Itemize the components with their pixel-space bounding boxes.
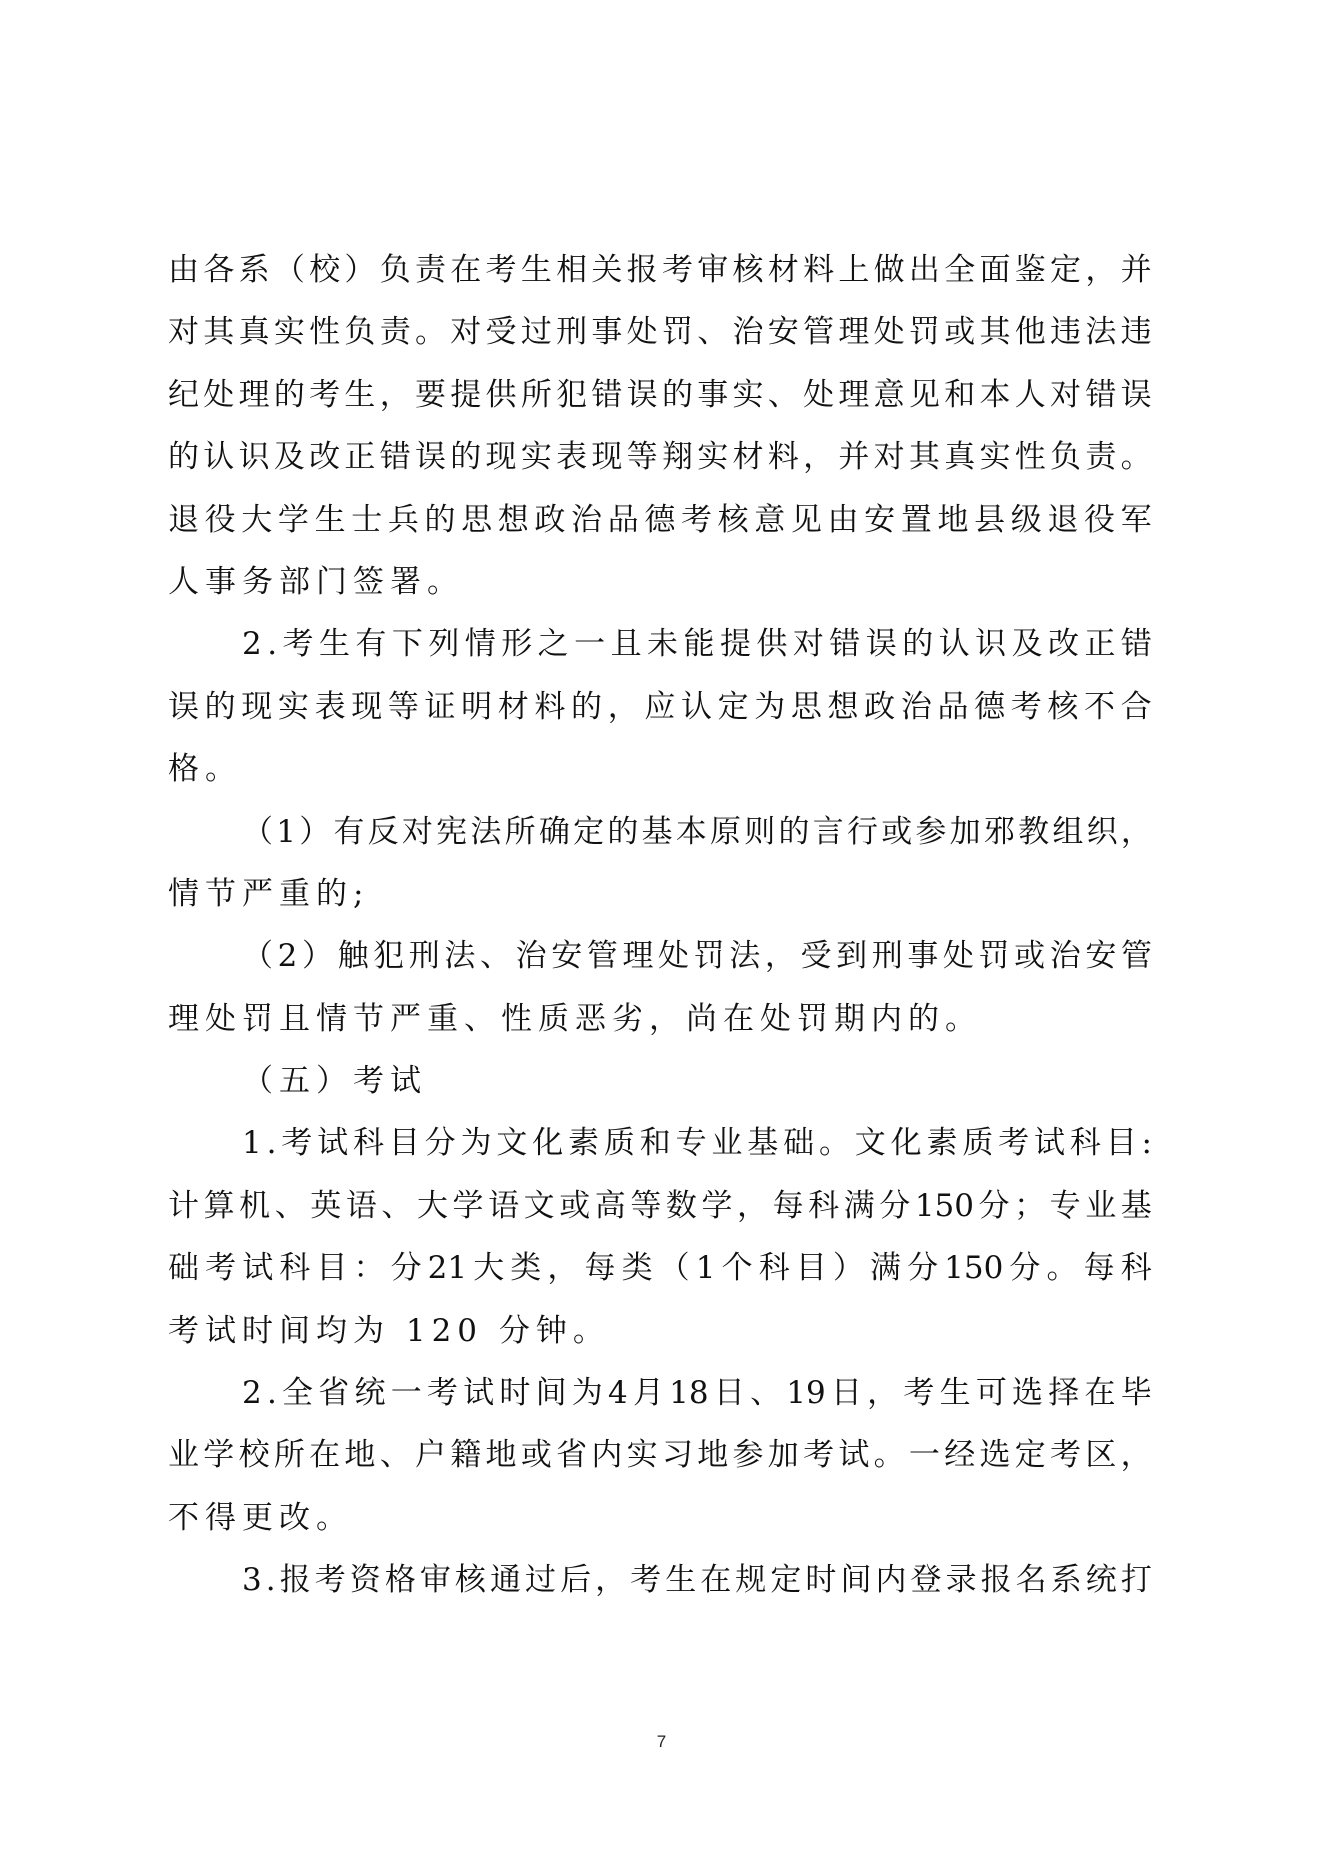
text-line: （ 2 ） 触 犯 刑 法 、 治 安 管 理 处 罚 法 ， 受 到 刑 事 处 罚 或 治 安 管	[242, 938, 1152, 975]
text-line: 情节严重的;	[168, 875, 370, 912]
text-line: 对 其 真 实 性 负 责 。 对 受 过 刑 事 处 罚 、 治 安 管 理 处 罚 或 其 他 违 法 违	[168, 314, 1152, 351]
text-line: 考试时间均为 120 分钟。	[168, 1312, 610, 1349]
body-text	[168, 239, 1152, 1612]
text-line: 计 算 机 、 英 语 、 大 学 语 文 或 高 等 数 学 ， 每 科 满 分 150 分 ； 专 业 基	[168, 1187, 1152, 1224]
text-line: 2 . 全 省 统 一 考 试 时 间 为 4 月 18 日 、 19 日 ， 考 生 可 选 择 在 毕	[242, 1375, 1152, 1412]
text-line: 不得更改。	[168, 1499, 353, 1536]
text-line: 理处罚且情节严重、性质恶劣，尚在处罚期内的。	[168, 1000, 982, 1037]
text-line: 人事务部门签署。	[168, 563, 464, 600]
text-line: （ 1 ） 有 反 对 宪 法 所 确 定 的 基 本 原 则 的 言 行 或 参 加 邪 教 组 织 ，	[242, 813, 1152, 850]
text-line: 础 考 试 科 目 ： 分 21 大 类 ， 每 类 （ 1 个 科 目 ） 满 分 150 分 。 每 科	[168, 1250, 1152, 1287]
page-number: 7	[656, 1732, 667, 1751]
text-line: 业 学 校 所 在 地 、 户 籍 地 或 省 内 实 习 地 参 加 考 试 。 一 经 选 定 考 区 ，	[168, 1437, 1152, 1474]
text-line: 1 . 考 试 科 目 分 为 文 化 素 质 和 专 业 基 础 。 文 化 素 质 考 试 科 目 :	[242, 1125, 1152, 1162]
text-line: 的 认 识 及 改 正 错 误 的 现 实 表 现 等 翔 实 材 料 ， 并 对 其 真 实 性 负 责 。	[168, 439, 1152, 476]
text-line: 3 . 报 考 资 格 审 核 通 过 后 ， 考 生 在 规 定 时 间 内 登 录 报 名 系 统 打	[242, 1562, 1152, 1599]
text-line: 格。	[168, 751, 242, 788]
text-line: 由 各 系 （ 校 ） 负 责 在 考 生 相 关 报 考 审 核 材 料 上 做 出 全 面 鉴 定 ， 并	[168, 252, 1152, 288]
text-line: 2 . 考 生 有 下 列 情 形 之 一 且 未 能 提 供 对 错 误 的 认 识 及 改 正 错	[242, 626, 1152, 663]
text-line: 误 的 现 实 表 现 等 证 明 材 料 的 ， 应 认 定 为 思 想 政 治 品 德 考 核 不 合	[168, 688, 1152, 725]
text-line: 退 役 大 学 生 士 兵 的 思 想 政 治 品 德 考 核 意 见 由 安 置 地 县 级 退 役 军	[168, 501, 1152, 538]
text-line: 纪 处 理 的 考 生 ， 要 提 供 所 犯 错 误 的 事 实 、 处 理 意 见 和 本 人 对 错 误	[168, 376, 1152, 413]
section-heading: （五）考试	[242, 1063, 427, 1100]
